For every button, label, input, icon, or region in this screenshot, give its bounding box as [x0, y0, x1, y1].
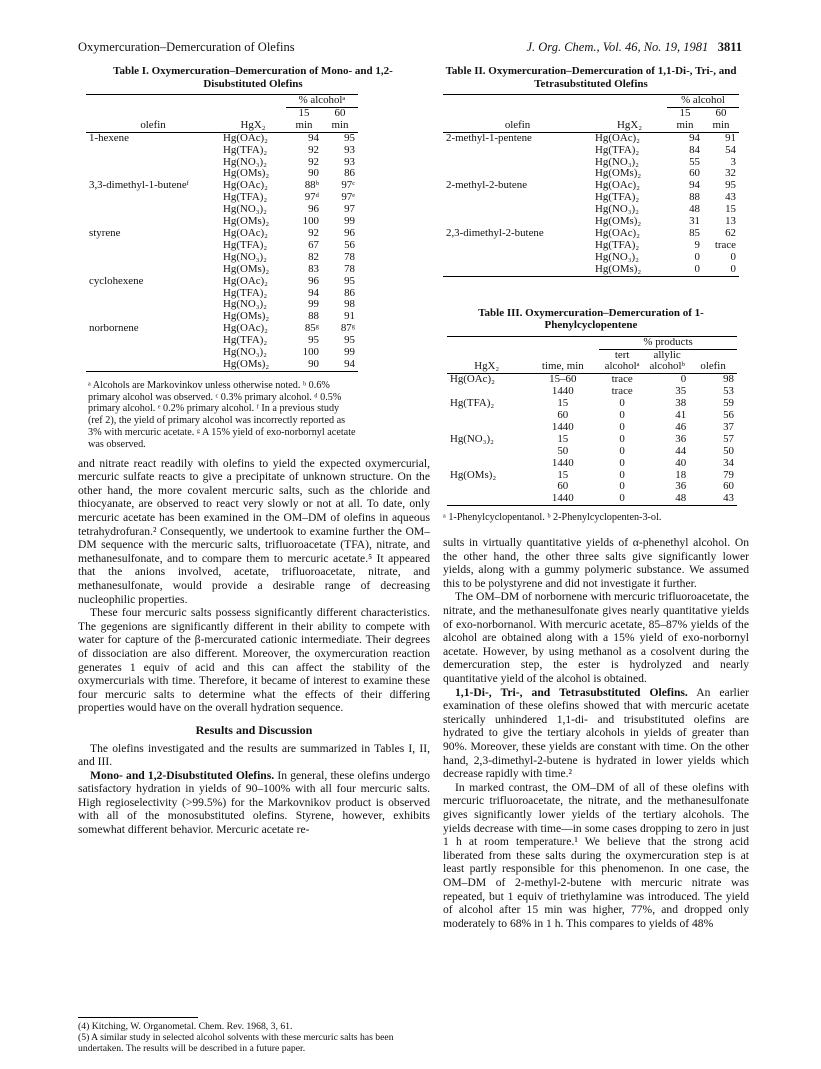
- table-cell: [86, 204, 220, 216]
- footnote-separator: [78, 1017, 198, 1018]
- table-cell: 60: [689, 167, 700, 180]
- section-heading: Results and Discussion: [195, 722, 313, 737]
- table-cell: 37: [723, 420, 734, 433]
- table-cell: 13: [725, 215, 736, 228]
- reference-4: (4) Kitching, W. Organometal. Chem. Rev. 1968, 3, 61.: [78, 1021, 293, 1032]
- table-cell: 85: [689, 226, 700, 239]
- table-row: [447, 398, 737, 410]
- table-cell: [443, 204, 592, 216]
- table-row: [447, 434, 737, 446]
- table-row: [443, 240, 739, 252]
- table-cell: 46: [675, 420, 687, 433]
- paragraph: [443, 686, 749, 781]
- table2: [443, 94, 739, 277]
- table-cell: Hg(TFA)₂: [450, 397, 495, 410]
- table-cell: 15: [725, 203, 736, 216]
- table-cell: Hg(OMs)₂: [223, 167, 270, 180]
- table-cell: 15–60: [549, 373, 577, 386]
- table-cell: 44: [675, 444, 687, 457]
- paragraph-text: In general, these olefins undergo satisfactory hydration in yields of 90–100% with all four mercuric salts. High regioselectivity (>99.5%) for the Markovnikov product is observed with all of the monosubstituted olefins. Styrene, however, exhibits somewhat different behavior. Mercuric acetate re-: [78, 768, 430, 837]
- table-cell: 88ᵇ: [304, 179, 319, 192]
- table3-head-olefin: olefin: [700, 360, 726, 373]
- paragraph: [78, 769, 430, 837]
- table-row: [447, 481, 737, 493]
- table-cell: 100: [302, 346, 319, 359]
- table-cell: 92: [308, 155, 319, 168]
- table-cell: 91: [725, 131, 736, 144]
- table-cell: 32: [725, 167, 736, 180]
- table-cell: 94: [344, 357, 355, 370]
- table-cell: [447, 493, 526, 505]
- table-cell: 87ᵍ: [340, 322, 355, 335]
- table-cell: 91: [344, 310, 355, 323]
- table-cell: 1440: [551, 456, 574, 469]
- table1-head-60: 60 min: [331, 106, 349, 131]
- table-cell: 0: [680, 373, 687, 386]
- table1-head-15: 15 min: [295, 106, 313, 131]
- table-cell: 1440: [551, 492, 574, 505]
- table-cell: 95: [344, 131, 355, 144]
- table-cell: Hg(TFA)₂: [223, 191, 268, 204]
- table-cell: 98: [723, 373, 734, 386]
- table-cell: [86, 288, 220, 300]
- table-cell: 35: [675, 385, 687, 398]
- table-cell: styrene: [89, 226, 121, 239]
- table-cell: Hg(NO₃)₂: [223, 298, 267, 311]
- table-cell: 82: [308, 250, 319, 263]
- table-cell: Hg(OAc)₂: [223, 274, 268, 287]
- table-cell: Hg(OMs)₂: [595, 215, 642, 228]
- table-cell: Hg(NO₃)₂: [223, 250, 267, 263]
- table-cell: Hg(OAc)₂: [223, 226, 268, 239]
- table-row: [443, 252, 739, 264]
- table3-caption: Table III. Oxymercuration–Demercuration of 1-Phenylcyclopentene: [478, 306, 704, 332]
- table-cell: Hg(OAc)₂: [595, 131, 640, 144]
- table-cell: Hg(NO₃)₂: [595, 250, 639, 263]
- table-cell: 96: [308, 203, 319, 216]
- table-cell: [447, 446, 526, 458]
- table-cell: trace: [611, 373, 633, 386]
- table-cell: 90: [308, 357, 319, 370]
- table-cell: [86, 359, 220, 371]
- table-row: [86, 240, 358, 252]
- table-cell: 99: [308, 298, 319, 311]
- table-cell: [86, 240, 220, 252]
- table-cell: 95: [308, 334, 319, 347]
- table-cell: 99: [344, 346, 355, 359]
- table-cell: Hg(OMs)₂: [223, 215, 270, 228]
- table-cell: 1440: [551, 385, 574, 398]
- table-cell: 0: [619, 409, 625, 422]
- table-cell: Hg(TFA)₂: [595, 191, 640, 204]
- table-cell: 0: [730, 262, 736, 275]
- table-cell: Hg(TFA)₂: [223, 286, 268, 299]
- table-cell: [86, 252, 220, 264]
- table-cell: Hg(TFA)₂: [595, 143, 640, 156]
- table-cell: 92: [308, 226, 319, 239]
- table-row: [86, 264, 358, 276]
- table-cell: 84: [689, 143, 700, 156]
- table-cell: 0: [619, 492, 625, 505]
- paragraph: and nitrate react readily with olefins to yield the expected oxymercurial, mercuric sulfate reacts to give a precipitate of unknown structure. On the other hand, the more covalent mercuric salts, such as the chloride and thiocyanate, are observed to react very slowly or not at all. To date, only mercuric acetate has been examined in the OM–DM of olefins in aqueous tetrahydrofuran.² Consequently, we undertook to examine further the OM–DM sequence with the mercuric salts, trifluoroacetate (TFA), nitrate, and methanesulfonate, and to compare them to mercuric acetate.⁵ It appeared that the anions involved, acetate, trifluoroacetate, nitrate, and methanesulfonate, would provide a desirable range of decreasing nucleophilic properties.: [78, 456, 430, 606]
- paragraph: In marked contrast, the OM–DM of all of these olefins with mercuric trifluoroacetate, the nitrate, and the methanesulfonate gives significantly lower yields of the tertiary alcohols. The yields decrease with time—in some cases dropping to zero in just 1 h at room temperature.¹ We believe that the strong acid liberated from these salts during the oxymercuration step is at least partly responsible for this phenomenon. In one case, the OM–DM of 2-methyl-2-butene with mercuric nitrate was repeated, but 1 equiv of triethylamine was introduced. The yield of alcohol after 15 min was higher, 77%, and dropped only moderately to 68% in 1 h. This compares to yields of 48%: [443, 780, 749, 930]
- table-cell: Hg(NO₃)₂: [595, 155, 639, 168]
- table-cell: Hg(OMs)₂: [595, 167, 642, 180]
- table-cell: 97ᶜ: [341, 179, 355, 192]
- reference-5: (5) A similar study in selected alcohol solvents with these mercuric salts has been undertaken. The results will be described in a future paper.: [78, 1032, 394, 1054]
- table-cell: 93: [344, 155, 355, 168]
- table-row: [447, 374, 737, 386]
- table-cell: 62: [725, 226, 736, 239]
- table-row: [443, 132, 739, 144]
- paragraph: sults in virtually quantitative yields of α-phenethyl alcohol. On the other hand, the other three salts give significantly lower yields, along with a gummy polymeric substance. We assumed this to be polystyrene and did not investigate it further.: [443, 536, 749, 590]
- table-cell: Hg(OMs)₂: [450, 468, 497, 481]
- table-cell: 2-methyl-1-pentene: [446, 131, 532, 144]
- table-cell: 55: [689, 155, 700, 168]
- table-cell: 53: [723, 385, 734, 398]
- table-cell: 94: [689, 179, 700, 192]
- table-cell: 31: [689, 215, 700, 228]
- table-cell: 60: [723, 480, 734, 493]
- table-cell: 43: [723, 492, 734, 505]
- running-header-title: Oxymercuration–Demercuration of Olefins: [78, 40, 295, 54]
- table-cell: Hg(OAc)₂: [223, 131, 268, 144]
- table-cell: [86, 347, 220, 359]
- table-cell: 67: [308, 238, 319, 251]
- table-cell: 0: [694, 262, 700, 275]
- table3-footnotes: ᵃ 1-Phenylcyclopentanol. ᵇ 2-Phenylcyclopenten-3-ol.: [443, 512, 662, 524]
- table1-footnotes: ᵃ Alcohols are Markovinkov unless otherwise noted. ᵇ 0.6% primary alcohol was observed. ᶜ 0.3% primary alcohol. ᵈ 0.5% primary alcohol. ᵉ 0.2% primary alcohol. ᶠ In a previous study (ref 2), the yield of primary alcohol was incorrectly reported as 3% with mercuric acetate. ᵍ A 15% yield of exo-norbornyl acetate was observed.: [88, 379, 356, 450]
- table-cell: 95: [725, 179, 736, 192]
- table-cell: 0: [619, 468, 625, 481]
- right-column: [443, 65, 749, 930]
- table2-caption: Table II. Oxymercuration–Demercuration of 1,1-Di-, Tri-, and Tetrasubstituted Olefins: [445, 65, 737, 90]
- paragraph-text: An earlier examination of these olefins showed that with mercuric acetate sterically unhindered 1,1-di- and trisubstituted olefins are hydrated to give the tertiary alcohols in yields of greater than 90%. Moreover, these yields are constant with time. On the other hand, 2,3-dimethyl-2-butene is hydrated in lower yields which decrease rapidly with time.²: [443, 685, 750, 781]
- table-cell: 86: [344, 286, 355, 299]
- table-row: [86, 145, 358, 157]
- table-cell: 1-hexene: [89, 131, 129, 144]
- table-cell: Hg(TFA)₂: [223, 143, 268, 156]
- table-cell: 97ᵈ: [304, 191, 319, 204]
- table-cell: 0: [619, 444, 625, 457]
- table-cell: 93: [344, 143, 355, 156]
- table2-body: [443, 132, 739, 276]
- table-cell: 0: [694, 250, 700, 263]
- table-row: [447, 493, 737, 505]
- table-cell: Hg(OAc)₂: [223, 322, 268, 335]
- table-row: [447, 458, 737, 470]
- table-cell: 0: [730, 250, 736, 263]
- table-cell: [447, 410, 526, 422]
- table-cell: 94: [689, 131, 700, 144]
- table-row: [86, 276, 358, 288]
- table1-head-hgx: HgX₂: [240, 118, 266, 131]
- table-cell: 60: [557, 409, 569, 422]
- page-number: 3811: [717, 40, 742, 54]
- paragraph: The OM–DM of norbornene with mercuric trifluoroacetate, the nitrate, and the methanesulfonate gives nearly quantitative yields of exo-norbornanol. With mercuric acetate, 85–87% yields of the alcohol are obtained along with a 15% yield of exo-norbornyl acetate. However, by using methanol as a cosolvent during the demercuration step, the ester is hydrolyzed and nearly quantitative yield of the alcohol is obtained.: [443, 590, 749, 686]
- table-cell: 15: [557, 397, 569, 410]
- table-cell: cyclohexene: [89, 274, 144, 287]
- table-cell: 94: [308, 131, 319, 144]
- table-cell: 15: [557, 468, 569, 481]
- table-cell: 57: [723, 432, 734, 445]
- table-cell: Hg(OAc)₂: [595, 226, 640, 239]
- table1: [86, 94, 358, 372]
- table-cell: [443, 145, 592, 157]
- table-cell: Hg(OMs)₂: [595, 262, 642, 275]
- table-cell: 9: [694, 238, 700, 251]
- table-cell: 48: [689, 203, 700, 216]
- table-cell: 0: [619, 420, 625, 433]
- table-cell: 36: [675, 480, 687, 493]
- table-cell: [443, 157, 592, 169]
- table-cell: 94: [308, 286, 319, 299]
- table-cell: 38: [675, 397, 687, 410]
- table-cell: [86, 192, 220, 204]
- footnote-references: [78, 1017, 430, 1054]
- table-row: [443, 264, 739, 276]
- table-cell: Hg(OAc)₂: [223, 179, 268, 192]
- table-cell: 40: [675, 456, 687, 469]
- run-in-heading: Mono- and 1,2-Disubstituted Olefins.: [90, 768, 275, 782]
- table3: [447, 336, 737, 507]
- table-row: [447, 410, 737, 422]
- table-cell: 96: [308, 274, 319, 287]
- table-cell: [86, 335, 220, 347]
- table-cell: 15: [557, 432, 569, 445]
- table3-head-time: time, min: [541, 360, 584, 373]
- table-cell: [447, 481, 526, 493]
- table-cell: 90: [308, 167, 319, 180]
- table-cell: trace: [714, 238, 736, 251]
- table-cell: 59: [723, 397, 734, 410]
- table-cell: 54: [725, 143, 736, 156]
- table3-body: [447, 374, 737, 506]
- table1-caption: Table I. Oxymercuration–Demercuration of Mono- and 1,2-Disubstituted Olefins: [113, 65, 393, 90]
- table3-group-head: % products: [599, 336, 737, 349]
- table-cell: 78: [344, 250, 355, 263]
- table-cell: 0: [619, 480, 625, 493]
- table-cell: 18: [675, 468, 687, 481]
- table1-group-head: % alcoholᵃ: [286, 95, 358, 108]
- left-column: [78, 65, 430, 837]
- table-cell: 98: [344, 298, 355, 311]
- table-cell: Hg(TFA)₂: [223, 238, 268, 251]
- table-cell: 88: [308, 310, 319, 323]
- left-body-text: [78, 457, 430, 837]
- table-cell: 95: [344, 334, 355, 347]
- table-cell: Hg(NO₃)₂: [595, 203, 639, 216]
- table-cell: [86, 145, 220, 157]
- table2-head-15: 15 min: [676, 106, 694, 131]
- table2-group-head: % alcohol: [667, 95, 739, 108]
- table3-head-tert: tert alcoholᵃ: [604, 348, 640, 373]
- table-cell: 100: [302, 215, 319, 228]
- table3-head-hgx: HgX₂: [474, 360, 500, 373]
- table-cell: 50: [557, 444, 569, 457]
- table-cell: Hg(OMs)₂: [223, 310, 270, 323]
- run-in-heading: 1,1-Di-, Tri-, and Tetrasubstituted Olefins.: [455, 685, 688, 699]
- table-cell: 96: [344, 226, 355, 239]
- table-cell: 56: [344, 238, 355, 251]
- table-cell: [443, 252, 592, 264]
- table-cell: Hg(TFA)₂: [223, 334, 268, 347]
- table-cell: [443, 264, 592, 276]
- paragraph: These four mercuric salts possess significantly different characteristics. The gegenions are significantly different in their ability to compete with water for capture of the β-mercurated cationic intermediate. Their degrees of dissociation are also different. Moreover, the oxymercuration reaction generates 1 equiv of acid and this can affect the stability of the oxymercurials with time. Therefore, it became of interest to examine these four mercuric salts to determine what the effects of their differing properties would have on the overall hydration sequence.: [78, 606, 430, 715]
- table-row: [86, 359, 358, 371]
- table-cell: Hg(OAc)₂: [595, 179, 640, 192]
- table-cell: trace: [611, 385, 633, 398]
- table1-head-olefin: olefin: [140, 118, 166, 131]
- table-cell: 36: [675, 432, 687, 445]
- table-cell: 0: [619, 456, 625, 469]
- table-cell: 0: [619, 397, 625, 410]
- table3-head-allylic: allylic alcoholᵇ: [649, 348, 685, 373]
- running-header-journal: [526, 40, 742, 55]
- table-cell: Hg(TFA)₂: [595, 238, 640, 251]
- table-cell: Hg(NO₃)₂: [223, 346, 267, 359]
- table-row: [447, 446, 737, 458]
- table-cell: 56: [723, 409, 734, 422]
- table1-body: [86, 132, 358, 371]
- table-cell: 92: [308, 143, 319, 156]
- table-cell: Hg(OMs)₂: [223, 357, 270, 370]
- table-cell: 48: [675, 492, 687, 505]
- table-cell: 88: [689, 191, 700, 204]
- table-row: [447, 470, 737, 482]
- table-cell: 34: [723, 456, 734, 469]
- paragraph: The olefins investigated and the results are summarized in Tables I, II, and III.: [78, 741, 430, 769]
- table-cell: 1440: [551, 420, 574, 433]
- table-cell: Hg(OAc)₂: [450, 373, 495, 386]
- table2-head-60: 60 min: [712, 106, 730, 131]
- table-cell: Hg(NO₃)₂: [223, 203, 267, 216]
- table-cell: 86: [344, 167, 355, 180]
- table-cell: 43: [725, 191, 736, 204]
- table-row: [86, 132, 358, 144]
- table2-head-olefin: olefin: [504, 118, 531, 131]
- table-cell: [86, 264, 220, 276]
- table-cell: 85ᵍ: [304, 322, 319, 335]
- table-cell: Hg(NO₃)₂: [223, 155, 267, 168]
- table-cell: Hg(NO₃)₂: [450, 432, 494, 445]
- table-cell: 95: [344, 274, 355, 287]
- table-cell: 2-methyl-2-butene: [446, 179, 528, 192]
- table-cell: 3,3-dimethyl-1-buteneᶠ: [89, 179, 189, 192]
- table-cell: Hg(OMs)₂: [223, 262, 270, 275]
- table-cell: 2,3-dimethyl-2-butene: [446, 226, 544, 239]
- table-cell: [447, 458, 526, 470]
- table-cell: 97: [344, 203, 355, 216]
- table-cell: 97ᵉ: [341, 191, 355, 204]
- table2-head-hgx: HgX₂: [617, 118, 642, 131]
- table-row: [443, 145, 739, 157]
- journal-citation: J. Org. Chem., Vol. 46, No. 19, 1981: [526, 40, 709, 54]
- table-cell: 41: [675, 409, 687, 422]
- table-cell: [443, 240, 592, 252]
- table-cell: [443, 192, 592, 204]
- table-cell: 83: [308, 262, 319, 275]
- table-cell: 79: [723, 468, 734, 481]
- table-cell: [86, 299, 220, 311]
- table-cell: 60: [557, 480, 569, 493]
- table-cell: 3: [730, 155, 736, 168]
- table-cell: 0: [619, 432, 625, 445]
- table-cell: 78: [344, 262, 355, 275]
- table-cell: norbornene: [89, 322, 139, 335]
- table-cell: [86, 157, 220, 169]
- right-body-text: [443, 536, 749, 930]
- table-cell: 99: [344, 215, 355, 228]
- table-row: [86, 252, 358, 264]
- table-cell: 50: [723, 444, 734, 457]
